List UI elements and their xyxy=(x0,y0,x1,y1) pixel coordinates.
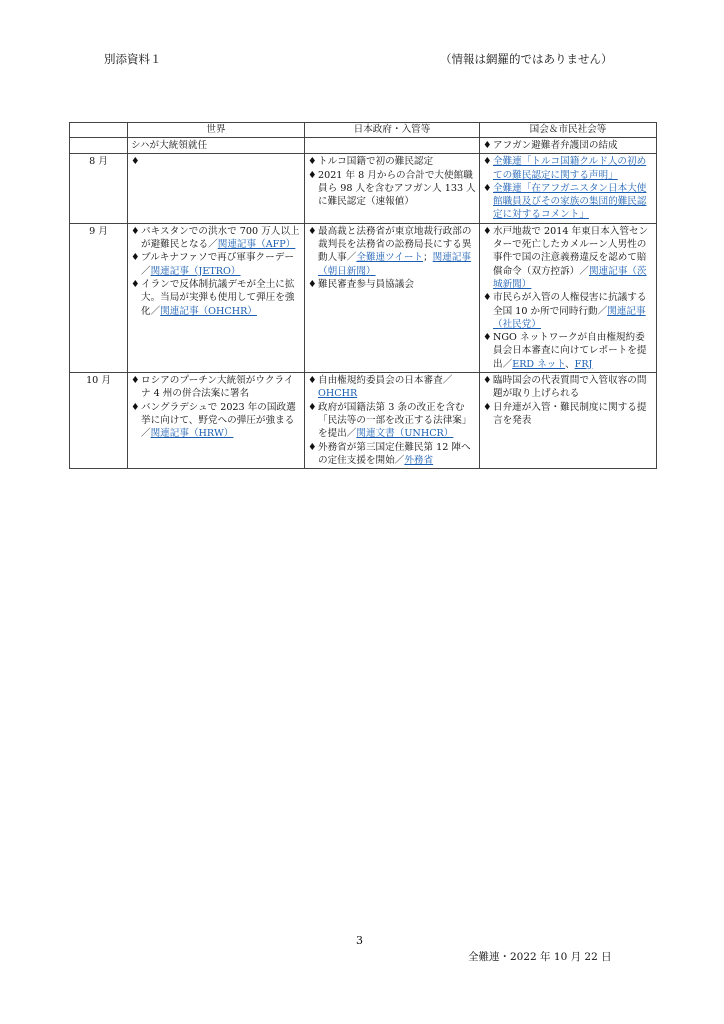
table-row xyxy=(70,138,657,154)
diamond-bullet-icon: ♦ xyxy=(131,278,140,290)
appendix-label: 別添資料１ xyxy=(104,52,162,66)
diamond-bullet-icon: ♦ xyxy=(131,252,140,264)
mofa-link[interactable]: 外務省 xyxy=(404,454,434,466)
header-world: 世界 xyxy=(128,123,305,138)
list-item xyxy=(131,278,301,318)
related-article-link[interactable]: 関連記事（社民党） xyxy=(493,305,646,330)
diamond-bullet-icon: ♦ xyxy=(483,332,492,344)
event-text: 日弁連が入管・難民制度に関する提言を発表 xyxy=(493,401,647,426)
event-text: 外務省が第三国定住難民第 12 陣への定住支援を開始／ xyxy=(318,441,471,466)
list-item xyxy=(131,374,301,401)
separator-text: ； xyxy=(423,252,433,264)
diamond-bullet-icon: ♦ xyxy=(483,375,492,387)
event-text: 市民らが入管の人権侵害に抗議する全国 10 か所で同時行動／ xyxy=(493,292,647,317)
world-cell xyxy=(128,154,305,223)
japan-cell xyxy=(305,223,480,372)
footer-credit: 全難連・2022 年 10 月 22 日 xyxy=(468,951,612,963)
diamond-bullet-icon: ♦ xyxy=(308,169,317,181)
diamond-bullet-icon: ♦ xyxy=(483,182,492,194)
related-article-link[interactable]: 関連記事（AFP） xyxy=(217,239,296,251)
ohchr-link[interactable]: OHCHR xyxy=(318,388,358,400)
header-diet-civil: 国会＆市民社会等 xyxy=(480,123,657,138)
disclaimer-note: （情報は網羅的ではありません） xyxy=(440,52,613,66)
diamond-bullet-icon: ♦ xyxy=(483,225,492,237)
related-article-link[interactable]: 関連記事（朝日新聞） xyxy=(318,252,472,277)
event-text: 水戸地裁で 2014 年東日本入管センターで死亡したカメルーン人男性の事件で国の注意義務違反を認めて賠償命令（双方控訴）／ xyxy=(493,225,649,277)
statement-link[interactable]: 全難連「トルコ国籍クルド人の初めての難民認定に関する声明」 xyxy=(493,156,647,181)
event-text: 自由権規約委員会の日本審査／ xyxy=(318,375,453,387)
list-item xyxy=(131,251,301,278)
diamond-bullet-icon: ♦ xyxy=(483,292,492,304)
world-cell xyxy=(128,373,305,469)
diamond-bullet-icon: ♦ xyxy=(308,441,317,453)
list-item xyxy=(308,441,476,468)
event-text: 2021 年 8 月からの合計で大使館職員ら 98 人を含むアフガン人 133 人に難民認定（速報値） xyxy=(318,169,476,208)
world-cell xyxy=(128,223,305,372)
frj-link[interactable]: FRJ xyxy=(574,358,593,370)
related-document-link[interactable]: 関連文書（UNHCR） xyxy=(356,428,454,440)
world-cell xyxy=(128,138,305,154)
related-article-link[interactable]: 関連記事（OHCHR） xyxy=(160,305,257,317)
diamond-bullet-icon: ♦ xyxy=(131,401,140,413)
event-text: ロシアのプーチン大統領がウクライナ 4 州の併合法案に署名 xyxy=(141,375,294,400)
diamond-bullet-icon: ♦ xyxy=(131,225,140,237)
diamond-bullet-icon: ♦ xyxy=(483,401,492,413)
list-item xyxy=(483,155,653,182)
event-text: 最高裁と法務省が東京地裁行政部の裁判長を法務省の訟務局長にする異動人事／ xyxy=(318,225,472,264)
table-row xyxy=(70,154,657,223)
event-text: アフガン避難者弁護団の結成 xyxy=(493,140,618,151)
related-article-link[interactable]: 関連記事（JETRO） xyxy=(150,265,241,277)
list-item xyxy=(131,401,301,441)
list-item xyxy=(308,278,476,291)
event-text: 政府が国籍法第 3 条の改正を含む「民法等の一部を改正する法律案」を提出／ xyxy=(318,401,472,440)
month-cell xyxy=(70,138,128,154)
list-item xyxy=(483,225,653,291)
erd-net-link[interactable]: ERD ネット xyxy=(512,358,566,370)
table-row xyxy=(70,223,657,372)
separator-text: 、 xyxy=(565,358,575,370)
diet-cell xyxy=(480,138,657,154)
diamond-bullet-icon: ♦ xyxy=(308,225,317,237)
list-item xyxy=(483,331,653,371)
month-cell: 10 月 xyxy=(70,373,128,469)
tweet-link[interactable]: 全難連ツイート xyxy=(356,252,424,264)
event-text: シハが大統領就任 xyxy=(131,140,208,151)
event-text: 臨時国会の代表質問で入管収容の問題が取り上げられる xyxy=(493,375,647,400)
diamond-bullet-icon: ♦ xyxy=(483,156,492,168)
diamond-bullet-icon: ♦ xyxy=(308,401,317,413)
list-item xyxy=(483,401,653,428)
japan-cell xyxy=(305,138,480,154)
japan-cell xyxy=(305,373,480,469)
list-item xyxy=(308,401,476,441)
list-item xyxy=(308,374,476,401)
event-text: イランで反体制抗議デモが全土に拡大。当局が実弾も使用して弾圧を強化／ xyxy=(141,278,295,317)
month-cell: 9 月 xyxy=(70,223,128,372)
list-item xyxy=(308,155,476,168)
diamond-bullet-icon: ♦ xyxy=(308,375,317,387)
diamond-bullet-icon: ♦ xyxy=(483,140,492,151)
event-text: パキスタンでの洪水で 700 万人以上が避難民となる／ xyxy=(141,225,300,251)
related-article-link[interactable]: 関連記事（HRW） xyxy=(150,428,234,440)
event-text: トルコ国籍で初の難民認定 xyxy=(318,156,434,168)
event-text: ブルキナファソで再び軍事クーデー／ xyxy=(141,252,294,277)
header-japan: 日本政府・入管等 xyxy=(305,123,480,138)
diet-cell xyxy=(480,373,657,469)
diet-cell xyxy=(480,154,657,223)
diamond-bullet-icon: ♦ xyxy=(308,278,317,290)
list-item xyxy=(483,291,653,331)
event-text: 難民審査参与員協議会 xyxy=(318,278,414,290)
list-item xyxy=(483,374,653,401)
table-row xyxy=(70,373,657,469)
related-article-link[interactable]: 関連記事（茨城新聞） xyxy=(493,265,647,290)
header-month xyxy=(70,123,128,138)
table-header-row xyxy=(70,123,657,138)
list-item xyxy=(131,225,301,252)
diamond-bullet-icon: ♦ xyxy=(308,156,317,168)
list-item xyxy=(483,139,653,152)
diet-cell xyxy=(480,223,657,372)
list-item xyxy=(483,182,653,222)
timeline-table xyxy=(69,122,657,469)
list-item xyxy=(308,169,476,209)
statement-link[interactable]: 全難連「在アフガニスタン日本大使館職員及びその家族の集団的難民認定に対するコメント」 xyxy=(493,182,647,221)
diamond-bullet-icon: ♦ xyxy=(131,156,140,168)
page-number: 3 xyxy=(356,934,363,947)
diamond-bullet-icon: ♦ xyxy=(131,375,140,387)
event-text: バングラデシュで 2023 年の国政選挙に向けて、野党への弾圧が強まる／ xyxy=(141,401,296,440)
event-text: NGO ネットワークが自由権規約委員会日本審査に向けてレポートを提出／ xyxy=(493,332,647,370)
japan-cell xyxy=(305,154,480,223)
month-cell: 8 月 xyxy=(70,154,128,223)
list-item xyxy=(308,225,476,278)
